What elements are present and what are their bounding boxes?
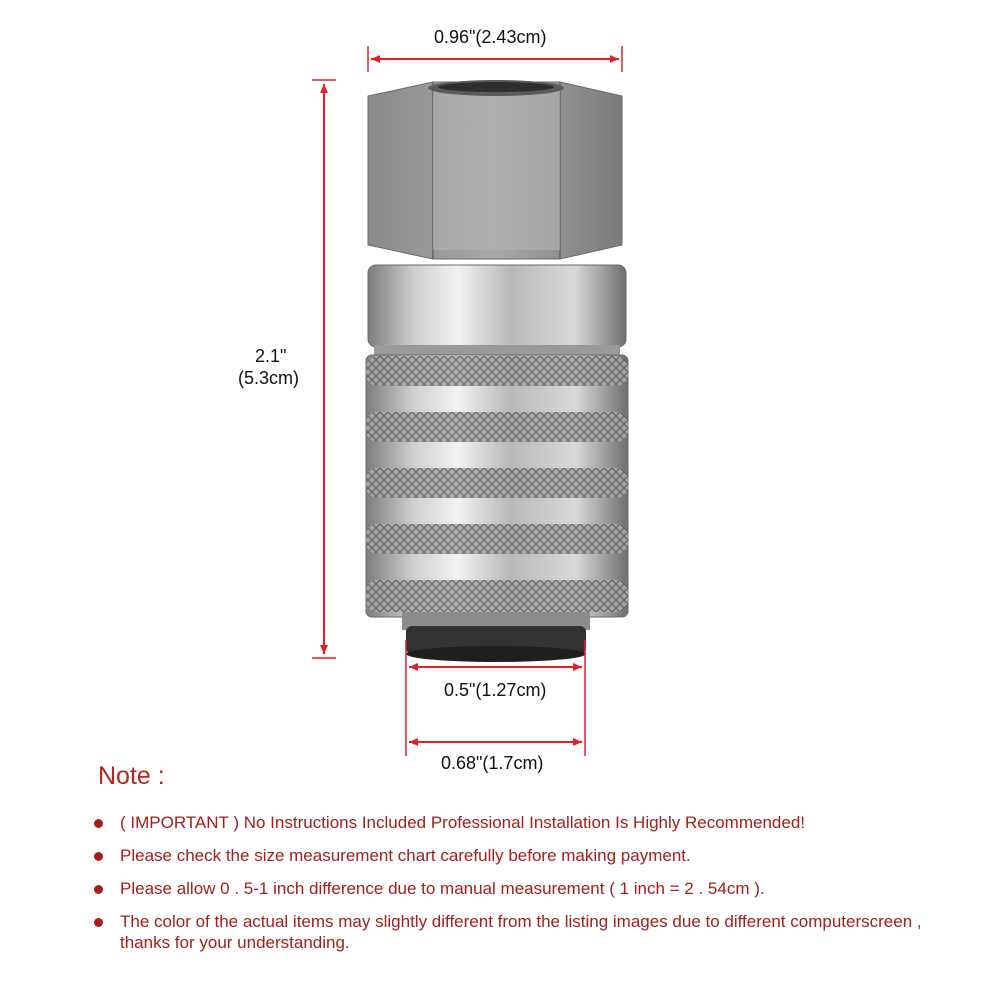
bullet-icon — [94, 885, 103, 894]
knurled-sleeve — [366, 355, 628, 617]
collar-ring — [368, 265, 626, 357]
note-text: The color of the actual items may slightly different from the listing images due to different computerscreen , thanks for your understanding. — [120, 912, 922, 952]
note-title: Note : — [98, 762, 165, 790]
bullet-icon — [94, 819, 103, 828]
top-width-label: 0.96"(2.43cm) — [434, 27, 547, 47]
bullet-icon — [94, 852, 103, 861]
note-item — [92, 812, 932, 833]
note-text: ( IMPORTANT ) No Instructions Included Professional Installation Is Highly Recommended! — [120, 813, 806, 832]
bottom-width-label: 0.68"(1.7cm) — [441, 753, 544, 773]
height-cm-label: (5.3cm) — [238, 368, 300, 388]
note-list — [92, 812, 932, 965]
bottom-fitting — [402, 612, 590, 662]
note-text: Please check the size measurement chart carefully before making payment. — [120, 846, 691, 865]
height-label: 2.1" — [255, 346, 287, 366]
dimension-height — [312, 80, 336, 658]
bullet-icon — [94, 918, 103, 927]
note-item — [92, 911, 932, 953]
note-text: Please allow 0 . 5-1 inch difference due to manual measurement ( 1 inch = 2 . 54cm ). — [120, 879, 765, 898]
hex-nut — [368, 80, 622, 259]
note-item — [92, 845, 932, 866]
note-item — [92, 878, 932, 899]
inner-diameter-label: 0.5"(1.27cm) — [444, 680, 547, 700]
dimension-top-width — [368, 46, 622, 72]
